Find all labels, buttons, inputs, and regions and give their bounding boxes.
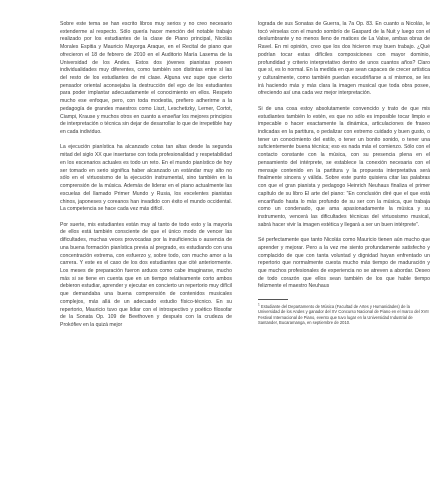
body-paragraph: Si de una cosa estoy absolutamente convencido y trato de que mis estudiantes también lo estén, es que no sólo es imposible tocar limpio e impecable o hacer exactamente la dinámica, articulaciones de fraseo indicadas en la partitura, o pedalizar con extremo cuidado y buen gusto, o tener un conocimiento del estilo, o tener un bonito sonido, o tener una suficientemente buena técnica; eso es nada más el comienzo. Sólo con el contacto constante con la música, con su presencia plena en el pensamiento del intérprete, se establece la conexión necesaria con el mensaje contenido en la partitura y la propuesta interpretativa será finalmente sincera y válida. Sobre este punto quisiera citar las palabras con que el gran pianista y pedagogo Heinrich Neuhaus finaliza el primer capítulo de su libro El arte del piano: “En conclusión diré que el que está encariñado hasta lo más profundo de su ser con la música, que trabaja como un condenado, que ama apasionadamente la música y su instrumento, vencerá las dificultades técnicas del virtuosismo musical, sabrá hacer vivir la imagen estética y llegará a ser un buen intérprete”. — [258, 105, 430, 228]
footnote — [258, 304, 430, 325]
left-text-column — [60, 21, 232, 330]
body-paragraph: Por suerte, mis estudiantes están muy al tanto de todo esto y la mayoría de ellos está también consciente de que el único modo de vencer las dificultades, muchas veces provocadas por la insuficiencia o ausencia de una buena formación pianística previa al pregrado, es estudiando con una concentración extrema, con esfuerzo y, sobre todo, con mucho amor a la carrera. Y este es el caso de los dos estudiantes que cité anteriormente. Los meses de preparación fueron arduos como cabe imaginarse, mucho más si se tiene en cuenta que en un tiempo relativamente corto ambos debieron estudiar, aprender y ejecutar en concierto un repertorio muy difícil que demandaba una buena comprensión de contenidos musicales complejos, más allá de un adecuado estudio físico-técnico. En su repertorio, Mauricio tuvo que lidiar con el introspectivo y poético filosofar de la Sonata Op. 109 de Beethoven y después con la crudeza de Prokófiev en la quizá mejor — [60, 221, 232, 328]
body-paragraph: La ejecución pianística ha alcanzado cotas tan altas desde la segunda mitad del siglo XX que insertarse con toda profesionalidad y respetabilidad en los escenarios actuales es todo un reto. En el mundo pianístico de hoy ser tomado en serio significa haber alcanzado un estándar muy alto no sólo en el virtuosismo de la ejecución instrumental, sino también en la comprensión de la música. Además de liderar en el piano actualmente las escuelas del llamado Primer Mundo y Rusia, los excelentes pianistas chinos, japoneses y coreanos han invadido con éxito el mundo occidental. La competencia se hace cada vez más difícil. — [60, 144, 232, 213]
body-paragraph: lograda de sus Sonatas de Guerra, la 7a Op. 83. En cuanto a Nicolás, le tocó vérselas con el mundo sombrío de Gaspard de la Nuit y luego con el deslumbrante y no menos lleno de matices de La Valse, ambas obras de Ravel. En mi opinión, creo que los dos hicieron muy buen trabajo. ¿Qué podrían tocar estas difíciles composiciones con mayor dominio, profundidad y criterio interpretativo dentro de unos cuantos años? Claro que sí, es lo normal. En la medida en que sean capaces de crecer artística y culturalmente, como también puedan escudriñarse a sí mismos, se les irá haciendo más y más clara la imagen musical que toda obra posee, ofreciendo así una cada vez mejor interpretación. — [258, 21, 430, 97]
body-paragraph: Sobre este tema se han escrito libros muy serios y no creo necesario extenderme al respecto. Sólo quería hacer mención del notable trabajo realizado por los estudiantes de la clase de Piano principal, Nicolás Morales Espitia y Mauricio Mayorga Araque, en el Recital de piano que ofrecieron el 18 de febrero de 2010 en el Auditorio María Lasema de la Universidad de los Andes. Estos dos jóvenes pianistas poseen individualidades muy diferentes, como también son distintas entre sí las del resto de los estudiantes de mi clase. Alguna vez supe que cierto pensador oriental aconsejaba la destrucción del ego de los estudiantes para poder implantar adecuadamente el conocimiento en ellos. Respeto mucho ese enfoque, pero, con toda modestia, prefiero adherirme a la pedagogía de grandes maestros como Liszt, Leschetizky, Lerner, Cortot, Ciampi, Krause y muchos otros en cuanto a enseñar los mejores principios de interpretación o técnica sin dejar de desarrollar lo que de irrepetible hay en cada individuo. — [60, 21, 232, 136]
footnote-text: Estudiante del Departamento de Música (Facultad de Artes y Humanidades) de la Universidad de los Andes y ganador del XV Concurso Nacional de Piano en el marco del XVII Festival Internacional de Piano, evento que tuvo lugar en la Universidad Industrial de Santander, Bucaramanga, en septiembre de 2010. — [258, 304, 429, 325]
body-paragraph: Sé perfectamente que tanto Nicolás como Mauricio tienen aún mucho que aprender y mejorar. Pero a la vez me siento profundamente satisfecho y complacido de que con tanta voluntad y dignidad hayan enfrentado un repertorio que normalmente cuesta mucho más tiempo de maduración y que muchos profesionales de experiencia no se atreven a abordar. Deseo de todo corazón que ellos sean también de los que hable tiempo felizmente el maestro Neuhaus — [258, 237, 430, 290]
footnote-marker: 1 — [258, 302, 260, 307]
right-text-column — [258, 21, 430, 333]
footnote-divider — [258, 299, 288, 300]
